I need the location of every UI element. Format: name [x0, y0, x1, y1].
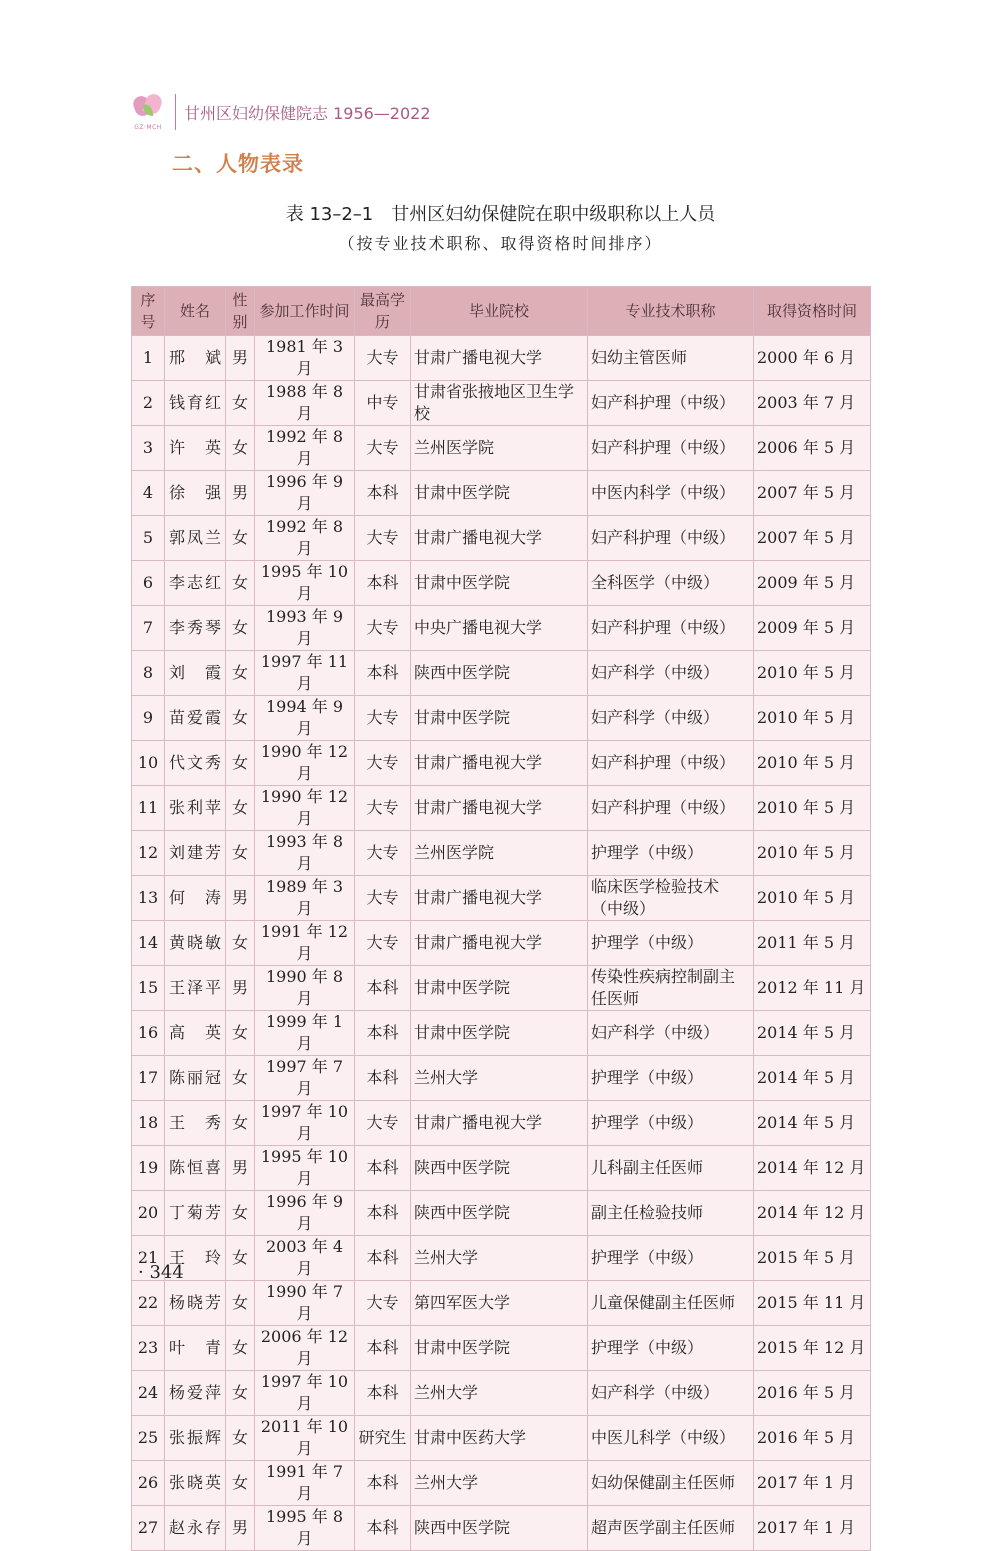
cell-qualified: 2016 年 5 月 — [754, 1416, 871, 1461]
cell-education: 本科 — [355, 1056, 411, 1101]
cell-qualified: 2009 年 5 月 — [754, 606, 871, 651]
cell-school: 甘肃广播电视大学 — [411, 516, 588, 561]
table-row — [132, 471, 871, 516]
cell-seq: 16 — [132, 1011, 165, 1056]
cell-school: 甘肃中医学院 — [411, 966, 588, 1011]
cell-education: 本科 — [355, 1146, 411, 1191]
cell-gender: 女 — [226, 1056, 255, 1101]
cell-seq: 13 — [132, 876, 165, 921]
cell-seq: 4 — [132, 471, 165, 516]
cell-seq: 10 — [132, 741, 165, 786]
cell-title: 妇产科护理（中级） — [588, 786, 754, 831]
cell-gender: 女 — [226, 1191, 255, 1236]
cell-gender: 女 — [226, 426, 255, 471]
header-start-work: 参加工作时间 — [255, 287, 355, 336]
cell-school: 陕西中医学院 — [411, 651, 588, 696]
cell-school: 甘肃省张掖地区卫生学校 — [411, 381, 588, 426]
cell-title: 护理学（中级） — [588, 921, 754, 966]
cell-title: 妇产科学（中级） — [588, 696, 754, 741]
cell-seq: 12 — [132, 831, 165, 876]
cell-education: 本科 — [355, 1236, 411, 1281]
cell-start-work: 1991 年 7 月 — [255, 1461, 355, 1506]
book-title: 甘州区妇幼保健院志 1956—2022 — [184, 103, 431, 123]
header-education: 最高学历 — [355, 287, 411, 336]
cell-name: 陈丽冠 — [165, 1056, 226, 1101]
cell-gender: 女 — [226, 1461, 255, 1506]
cell-qualified: 2014 年 5 月 — [754, 1011, 871, 1056]
cell-school: 陕西中医学院 — [411, 1506, 588, 1551]
table-header-row — [132, 287, 871, 336]
cell-title: 护理学（中级） — [588, 831, 754, 876]
cell-start-work: 1990 年 12 月 — [255, 786, 355, 831]
cell-gender: 女 — [226, 606, 255, 651]
cell-gender: 女 — [226, 381, 255, 426]
cell-qualified: 2010 年 5 月 — [754, 696, 871, 741]
table-caption: 表 13–2–1 甘州区妇幼保健院在职中级职称以上人员 — [285, 204, 716, 225]
cell-school: 甘肃中医学院 — [411, 1011, 588, 1056]
table-row — [132, 696, 871, 741]
cell-qualified: 2015 年 5 月 — [754, 1236, 871, 1281]
header-seq: 序号 — [132, 287, 165, 336]
cell-start-work: 1990 年 12 月 — [255, 741, 355, 786]
cell-start-work: 1995 年 8 月 — [255, 1506, 355, 1551]
cell-school: 兰州医学院 — [411, 831, 588, 876]
cell-name: 王泽平 — [165, 966, 226, 1011]
cell-start-work: 1992 年 8 月 — [255, 516, 355, 561]
cell-education: 中专 — [355, 381, 411, 426]
cell-name: 李志红 — [165, 561, 226, 606]
cell-seq: 17 — [132, 1056, 165, 1101]
cell-title: 妇产科学（中级） — [588, 1011, 754, 1056]
cell-education: 大专 — [355, 426, 411, 471]
table-row — [132, 1101, 871, 1146]
cell-start-work: 1993 年 9 月 — [255, 606, 355, 651]
cell-title: 妇幼主管医师 — [588, 336, 754, 381]
cell-school: 第四军医大学 — [411, 1281, 588, 1326]
cell-gender: 男 — [226, 876, 255, 921]
cell-gender: 男 — [226, 471, 255, 516]
cell-school: 甘肃中医学院 — [411, 696, 588, 741]
cell-name: 徐 强 — [165, 471, 226, 516]
cell-title: 妇产科学（中级） — [588, 1371, 754, 1416]
cell-start-work: 1988 年 8 月 — [255, 381, 355, 426]
cell-title: 妇产科护理（中级） — [588, 741, 754, 786]
cell-start-work: 1996 年 9 月 — [255, 1191, 355, 1236]
cell-start-work: 1990 年 8 月 — [255, 966, 355, 1011]
cell-school: 甘肃中医学院 — [411, 471, 588, 516]
cell-education: 大专 — [355, 741, 411, 786]
cell-seq: 7 — [132, 606, 165, 651]
cell-name: 邢 斌 — [165, 336, 226, 381]
cell-school: 甘肃广播电视大学 — [411, 921, 588, 966]
cell-title: 妇产科护理（中级） — [588, 606, 754, 651]
table-row — [132, 561, 871, 606]
cell-name: 黄晓敏 — [165, 921, 226, 966]
cell-title: 妇产科护理（中级） — [588, 381, 754, 426]
cell-qualified: 2003 年 7 月 — [754, 381, 871, 426]
cell-name: 张利苹 — [165, 786, 226, 831]
cell-title: 妇产科护理（中级） — [588, 516, 754, 561]
cell-education: 本科 — [355, 1506, 411, 1551]
cell-seq: 11 — [132, 786, 165, 831]
section-title: 二、人物表录 — [172, 152, 304, 176]
cell-seq: 2 — [132, 381, 165, 426]
cell-name: 王 秀 — [165, 1101, 226, 1146]
cell-title: 护理学（中级） — [588, 1056, 754, 1101]
table-subcaption: （按专业技术职称、取得资格时间排序） — [338, 234, 663, 253]
cell-seq: 15 — [132, 966, 165, 1011]
cell-seq: 22 — [132, 1281, 165, 1326]
cell-school: 甘肃中医药大学 — [411, 1416, 588, 1461]
cell-school: 兰州大学 — [411, 1056, 588, 1101]
cell-qualified: 2012 年 11 月 — [754, 966, 871, 1011]
cell-title: 副主任检验技师 — [588, 1191, 754, 1236]
cell-name: 许 英 — [165, 426, 226, 471]
cell-start-work: 1994 年 9 月 — [255, 696, 355, 741]
table-row — [132, 1326, 871, 1371]
cell-education: 本科 — [355, 1371, 411, 1416]
cell-gender: 男 — [226, 1146, 255, 1191]
table-row — [132, 831, 871, 876]
cell-gender: 女 — [226, 651, 255, 696]
cell-start-work: 1981 年 3 月 — [255, 336, 355, 381]
header-qualified: 取得资格时间 — [754, 287, 871, 336]
cell-qualified: 2015 年 11 月 — [754, 1281, 871, 1326]
cell-gender: 女 — [226, 696, 255, 741]
cell-education: 本科 — [355, 1461, 411, 1506]
table-row — [132, 1461, 871, 1506]
cell-title: 儿童保健副主任医师 — [588, 1281, 754, 1326]
cell-name: 钱育红 — [165, 381, 226, 426]
cell-name: 代文秀 — [165, 741, 226, 786]
cell-education: 大专 — [355, 831, 411, 876]
cell-title: 传染性疾病控制副主任医师 — [588, 966, 754, 1011]
cell-name: 苗爱霞 — [165, 696, 226, 741]
cell-start-work: 1991 年 12 月 — [255, 921, 355, 966]
cell-qualified: 2014 年 5 月 — [754, 1056, 871, 1101]
cell-seq: 21 — [132, 1236, 165, 1281]
cell-qualified: 2017 年 1 月 — [754, 1461, 871, 1506]
table-row — [132, 1506, 871, 1551]
staff-table — [131, 286, 871, 1551]
cell-seq: 23 — [132, 1326, 165, 1371]
cell-title: 全科医学（中级） — [588, 561, 754, 606]
cell-gender: 女 — [226, 831, 255, 876]
cell-school: 甘肃广播电视大学 — [411, 876, 588, 921]
cell-qualified: 2014 年 5 月 — [754, 1101, 871, 1146]
table-row — [132, 741, 871, 786]
cell-qualified: 2010 年 5 月 — [754, 876, 871, 921]
cell-name: 张振辉 — [165, 1416, 226, 1461]
header-divider — [175, 94, 176, 130]
cell-seq: 19 — [132, 1146, 165, 1191]
cell-school: 兰州大学 — [411, 1461, 588, 1506]
cell-education: 本科 — [355, 651, 411, 696]
cell-seq: 27 — [132, 1506, 165, 1551]
cell-name: 杨晓芳 — [165, 1281, 226, 1326]
cell-gender: 女 — [226, 921, 255, 966]
cell-qualified: 2010 年 5 月 — [754, 786, 871, 831]
cell-seq: 25 — [132, 1416, 165, 1461]
cell-name: 丁菊芳 — [165, 1191, 226, 1236]
cell-name: 刘 霞 — [165, 651, 226, 696]
table-row — [132, 381, 871, 426]
cell-qualified: 2007 年 5 月 — [754, 516, 871, 561]
cell-education: 本科 — [355, 561, 411, 606]
cell-gender: 女 — [226, 741, 255, 786]
cell-qualified: 2009 年 5 月 — [754, 561, 871, 606]
cell-gender: 女 — [226, 1371, 255, 1416]
cell-school: 陕西中医学院 — [411, 1191, 588, 1236]
logo-text: GZ·MCH — [134, 124, 162, 131]
cell-education: 大专 — [355, 606, 411, 651]
cell-title: 中医儿科学（中级） — [588, 1416, 754, 1461]
cell-start-work: 2006 年 12 月 — [255, 1326, 355, 1371]
cell-school: 兰州大学 — [411, 1236, 588, 1281]
table-row — [132, 651, 871, 696]
cell-start-work: 2003 年 4 月 — [255, 1236, 355, 1281]
header-title: 专业技术职称 — [588, 287, 754, 336]
cell-school: 甘肃中医学院 — [411, 561, 588, 606]
cell-school: 甘肃广播电视大学 — [411, 336, 588, 381]
hospital-logo-icon — [131, 90, 165, 134]
cell-school: 兰州大学 — [411, 1371, 588, 1416]
cell-title: 护理学（中级） — [588, 1326, 754, 1371]
table-row — [132, 606, 871, 651]
cell-seq: 5 — [132, 516, 165, 561]
cell-start-work: 1997 年 11 月 — [255, 651, 355, 696]
header-gender: 性别 — [226, 287, 255, 336]
cell-gender: 女 — [226, 1416, 255, 1461]
cell-name: 叶 青 — [165, 1326, 226, 1371]
table-row — [132, 876, 871, 921]
cell-school: 甘肃广播电视大学 — [411, 741, 588, 786]
table-row — [132, 426, 871, 471]
cell-title: 中医内科学（中级） — [588, 471, 754, 516]
cell-education: 本科 — [355, 1326, 411, 1371]
cell-name: 张晓英 — [165, 1461, 226, 1506]
cell-gender: 女 — [226, 1101, 255, 1146]
table-row — [132, 1236, 871, 1281]
cell-qualified: 2014 年 12 月 — [754, 1146, 871, 1191]
cell-qualified: 2010 年 5 月 — [754, 651, 871, 696]
header-school: 毕业院校 — [411, 287, 588, 336]
cell-qualified: 2010 年 5 月 — [754, 741, 871, 786]
cell-education: 大专 — [355, 1101, 411, 1146]
cell-education: 大专 — [355, 696, 411, 741]
cell-title: 护理学（中级） — [588, 1236, 754, 1281]
cell-start-work: 1997 年 7 月 — [255, 1056, 355, 1101]
cell-name: 李秀琴 — [165, 606, 226, 651]
cell-education: 大专 — [355, 336, 411, 381]
cell-qualified: 2011 年 5 月 — [754, 921, 871, 966]
cell-title: 护理学（中级） — [588, 1101, 754, 1146]
cell-start-work: 1997 年 10 月 — [255, 1101, 355, 1146]
cell-seq: 1 — [132, 336, 165, 381]
cell-qualified: 2014 年 12 月 — [754, 1191, 871, 1236]
cell-name: 陈恒喜 — [165, 1146, 226, 1191]
cell-seq: 24 — [132, 1371, 165, 1416]
cell-school: 兰州医学院 — [411, 426, 588, 471]
cell-school: 甘肃中医学院 — [411, 1326, 588, 1371]
cell-qualified: 2016 年 5 月 — [754, 1371, 871, 1416]
cell-seq: 20 — [132, 1191, 165, 1236]
table-row — [132, 1281, 871, 1326]
page-number: · 344 — [138, 1262, 184, 1283]
cell-start-work: 1999 年 1 月 — [255, 1011, 355, 1056]
table-row — [132, 1146, 871, 1191]
cell-seq: 3 — [132, 426, 165, 471]
cell-name: 王 玲 — [165, 1236, 226, 1281]
cell-title: 妇产科学（中级） — [588, 651, 754, 696]
table-row — [132, 516, 871, 561]
cell-title: 临床医学检验技术（中级） — [588, 876, 754, 921]
cell-start-work: 1989 年 3 月 — [255, 876, 355, 921]
cell-gender: 女 — [226, 1326, 255, 1371]
cell-education: 大专 — [355, 786, 411, 831]
cell-qualified: 2007 年 5 月 — [754, 471, 871, 516]
cell-seq: 26 — [132, 1461, 165, 1506]
cell-start-work: 1997 年 10 月 — [255, 1371, 355, 1416]
cell-name: 高 英 — [165, 1011, 226, 1056]
cell-start-work: 1990 年 7 月 — [255, 1281, 355, 1326]
table-row — [132, 921, 871, 966]
cell-start-work: 1993 年 8 月 — [255, 831, 355, 876]
cell-title: 妇幼保健副主任医师 — [588, 1461, 754, 1506]
cell-qualified: 2017 年 1 月 — [754, 1506, 871, 1551]
cell-start-work: 2011 年 10 月 — [255, 1416, 355, 1461]
cell-gender: 女 — [226, 516, 255, 561]
cell-start-work: 1995 年 10 月 — [255, 1146, 355, 1191]
cell-education: 本科 — [355, 471, 411, 516]
table-row — [132, 966, 871, 1011]
table-row — [132, 1056, 871, 1101]
cell-qualified: 2010 年 5 月 — [754, 831, 871, 876]
cell-qualified: 2000 年 6 月 — [754, 336, 871, 381]
table-row — [132, 786, 871, 831]
cell-seq: 8 — [132, 651, 165, 696]
page-header — [131, 88, 431, 136]
cell-gender: 女 — [226, 1236, 255, 1281]
cell-seq: 18 — [132, 1101, 165, 1146]
table-row — [132, 1371, 871, 1416]
cell-gender: 女 — [226, 1281, 255, 1326]
cell-school: 甘肃广播电视大学 — [411, 1101, 588, 1146]
cell-gender: 男 — [226, 336, 255, 381]
cell-seq: 9 — [132, 696, 165, 741]
cell-gender: 男 — [226, 1506, 255, 1551]
cell-start-work: 1992 年 8 月 — [255, 426, 355, 471]
cell-gender: 女 — [226, 561, 255, 606]
table-row — [132, 1191, 871, 1236]
cell-qualified: 2015 年 12 月 — [754, 1326, 871, 1371]
cell-seq: 6 — [132, 561, 165, 606]
header-name: 姓名 — [165, 287, 226, 336]
cell-education: 大专 — [355, 1281, 411, 1326]
cell-gender: 女 — [226, 786, 255, 831]
cell-school: 甘肃广播电视大学 — [411, 786, 588, 831]
table-row — [132, 1011, 871, 1056]
cell-education: 研究生 — [355, 1416, 411, 1461]
cell-qualified: 2006 年 5 月 — [754, 426, 871, 471]
cell-name: 杨爱萍 — [165, 1371, 226, 1416]
cell-seq: 14 — [132, 921, 165, 966]
cell-title: 超声医学副主任医师 — [588, 1506, 754, 1551]
cell-name: 刘建芳 — [165, 831, 226, 876]
cell-name: 何 涛 — [165, 876, 226, 921]
cell-school: 中央广播电视大学 — [411, 606, 588, 651]
cell-name: 郭凤兰 — [165, 516, 226, 561]
cell-title: 妇产科护理（中级） — [588, 426, 754, 471]
cell-start-work: 1995 年 10 月 — [255, 561, 355, 606]
cell-school: 陕西中医学院 — [411, 1146, 588, 1191]
table-row — [132, 1416, 871, 1461]
cell-education: 大专 — [355, 516, 411, 561]
cell-gender: 男 — [226, 966, 255, 1011]
cell-gender: 女 — [226, 1011, 255, 1056]
cell-education: 本科 — [355, 1191, 411, 1236]
cell-education: 本科 — [355, 1011, 411, 1056]
cell-education: 大专 — [355, 921, 411, 966]
cell-name: 赵永存 — [165, 1506, 226, 1551]
table-row — [132, 336, 871, 381]
cell-education: 本科 — [355, 966, 411, 1011]
cell-title: 儿科副主任医师 — [588, 1146, 754, 1191]
cell-education: 大专 — [355, 876, 411, 921]
cell-start-work: 1996 年 9 月 — [255, 471, 355, 516]
